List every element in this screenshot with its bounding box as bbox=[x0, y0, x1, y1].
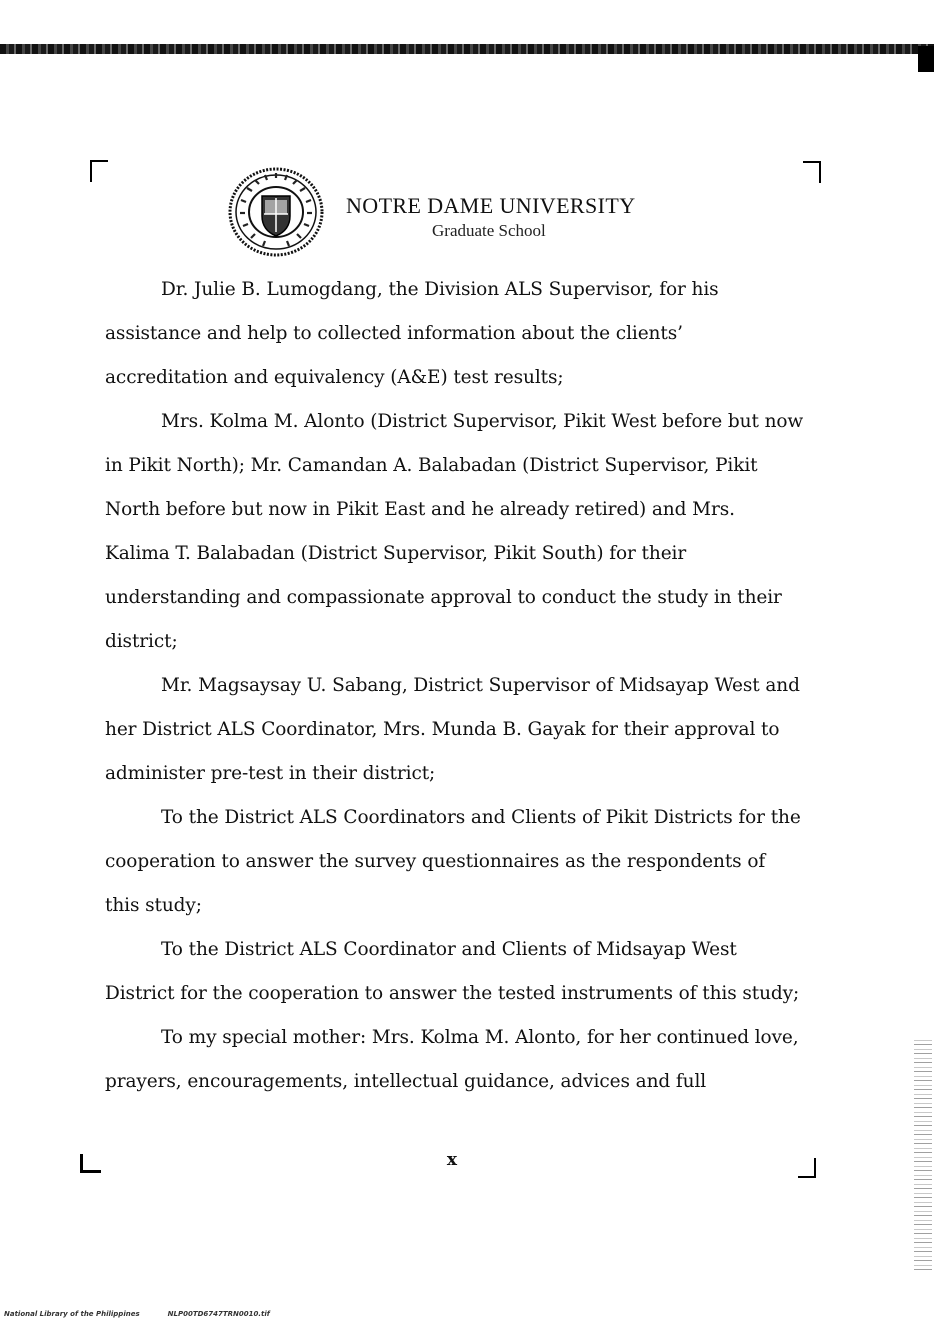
paragraph: Mrs. Kolma M. Alonto (District Supervisor, Pikit West before but now in Pikit North); Mr. Camandan A. Balabadan (District Supervisor, Pikit North before but now in Pikit East and he already retired) and Mrs. Kalima T. Balabadan (District Supervisor, Pikit South) for their understanding and compassionate approval to conduct the study in their district; bbox=[105, 411, 804, 652]
paragraph: To my special mother: Mrs. Kolma M. Alonto, for her continued love, prayers, encouragements, intellectual guidance, advices and full bbox=[105, 1027, 799, 1092]
university-seal-icon bbox=[227, 166, 325, 258]
paragraph: To the District ALS Coordinator and Clients of Midsayap West District for the cooperation to answer the tested instruments of this study; bbox=[105, 939, 800, 1004]
library-credit: National Library of the Philippines bbox=[4, 1310, 140, 1318]
paragraph: Dr. Julie B. Lumogdang, the Division ALS Supervisor, for his assistance and help to collected information about the clients’ accreditation and equivalency (A&E) test results; bbox=[105, 279, 719, 388]
university-name: NOTRE DAME UNIVERSITY bbox=[346, 193, 636, 218]
paragraph: To the District ALS Coordinators and Clients of Pikit Districts for the cooperation to answer the survey questionnaires as the respondents of this study; bbox=[105, 807, 801, 916]
scan-footer bbox=[4, 1310, 270, 1318]
page-number: x bbox=[446, 1150, 458, 1170]
crop-mark-bottom-right bbox=[798, 1158, 816, 1178]
acknowledgement-body bbox=[105, 268, 805, 1104]
file-code: NLP00TD6747TRN0010.tif bbox=[167, 1310, 270, 1318]
scan-noise bbox=[914, 1040, 932, 1270]
school-name: Graduate School bbox=[432, 221, 546, 240]
paragraph: Mr. Magsaysay U. Sabang, District Supervisor of Midsayap West and her District ALS Coordinator, Mrs. Munda B. Gayak for their approval to administer pre-test in their district; bbox=[105, 675, 800, 784]
crop-mark-bottom-left bbox=[80, 1154, 101, 1173]
letterhead bbox=[0, 0, 934, 260]
